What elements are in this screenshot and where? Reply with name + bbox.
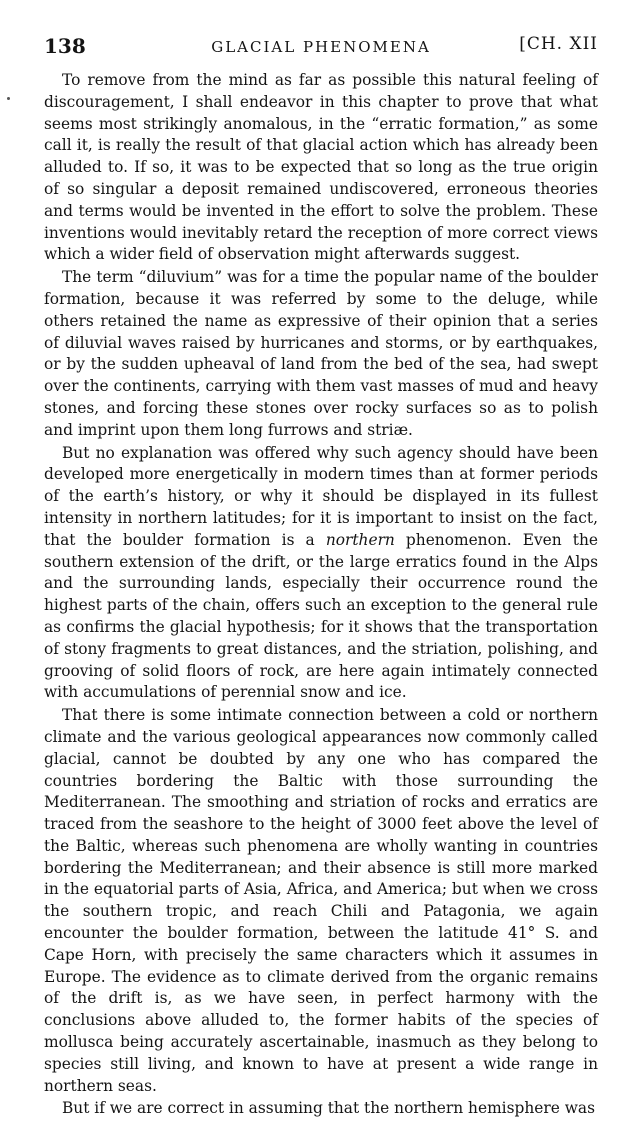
paragraph-3: But no explanation was offered why such agency should have been developed more energetically in modern times than at former periods of the earth’s history, or why it should be displayed in its fullest intensity in northern latitudes; for it is important to insist on the fact, that the boulder formation is a northern phenomenon. Even the southern extension of the drift, or the large erratics found in the Alps and the surrounding lands, especially their occurrence round the highest parts of the chain, offers such an exception to the general rule as confirms the glacial hypothesis; for it shows that the transportation of stony fragments to great distances, and the striation, polishing, and grooving of solid floors of rock, are here again intimately connected with accumulations of perennial snow and ice. — [44, 443, 598, 702]
paragraph-4: That there is some intimate connection between a cold or northern climate and the various geological appearances now commonly called glacial, cannot be doubted by any one who has compared the countries bordering the Baltic with those surrounding the Mediterranean. The smoothing and striation of rocks and erratics are traced from the seashore to the height of 3000 feet above the level of the Baltic, whereas such phenomena are wholly wanting in countries bordering the Mediterranean; and their absence is still more marked in the equatorial parts of Asia, Africa, and America; but when we cross the southern tropic, and reach Chili and Patagonia, we again encounter the boulder formation, between the latitude 41° S. and Cape Horn, with precisely the same characters which it assumes in Europe. The evidence as to climate derived from the organic remains of the drift is, as we have seen, in perfect harmony with the conclusions above alluded to, the former habits of the species of mollusca being accurately ascertainable, inasmuch as they belong to species still living, and known to have at present a wide range in northern seas. — [44, 706, 598, 1095]
paragraph-5: But if we are correct in assuming that the northern hemisphere was — [62, 1099, 595, 1118]
running-title: GLACIAL PHENOMENA — [211, 38, 431, 56]
paragraph-1: To remove from the mind as far as possible this natural feeling of discouragement, I shall endeavor in this chapter to prove that what seems most strikingly anomalous, in the “erratic formation,” as some call it, is really the result of that glacial action which has already been alluded to. If so, it was to be expected that so long as the true origin of so singular a deposit remained undiscovered, erroneous theories and terms would be invented in the effort to solve the problem. These inventions would inevitably retard the reception of more correct views which a wider field of observation might afterwards suggest. — [44, 71, 598, 264]
paragraph-2: The term “diluvium” was for a time the popular name of the boulder formation, because it was referred by some to the deluge, while others retained the name as expressive of their opinion that a series of diluvial waves raised by hurricanes and storms, or by earthquakes, or by the sudden upheaval of land from the bed of the sea, had swept over the continents, carrying with them vast masses of mud and heavy stones, and forcing these stones over rocky surfaces so as to polish and imprint upon them long furrows and striæ. — [44, 268, 598, 439]
page-header — [44, 30, 598, 60]
body-text — [44, 70, 598, 1120]
page-number: 138 — [44, 34, 86, 58]
emphasis-northern: northern — [325, 530, 395, 549]
stray-ink-mark — [7, 97, 10, 100]
chapter-reference: [CH. XII — [519, 34, 598, 54]
